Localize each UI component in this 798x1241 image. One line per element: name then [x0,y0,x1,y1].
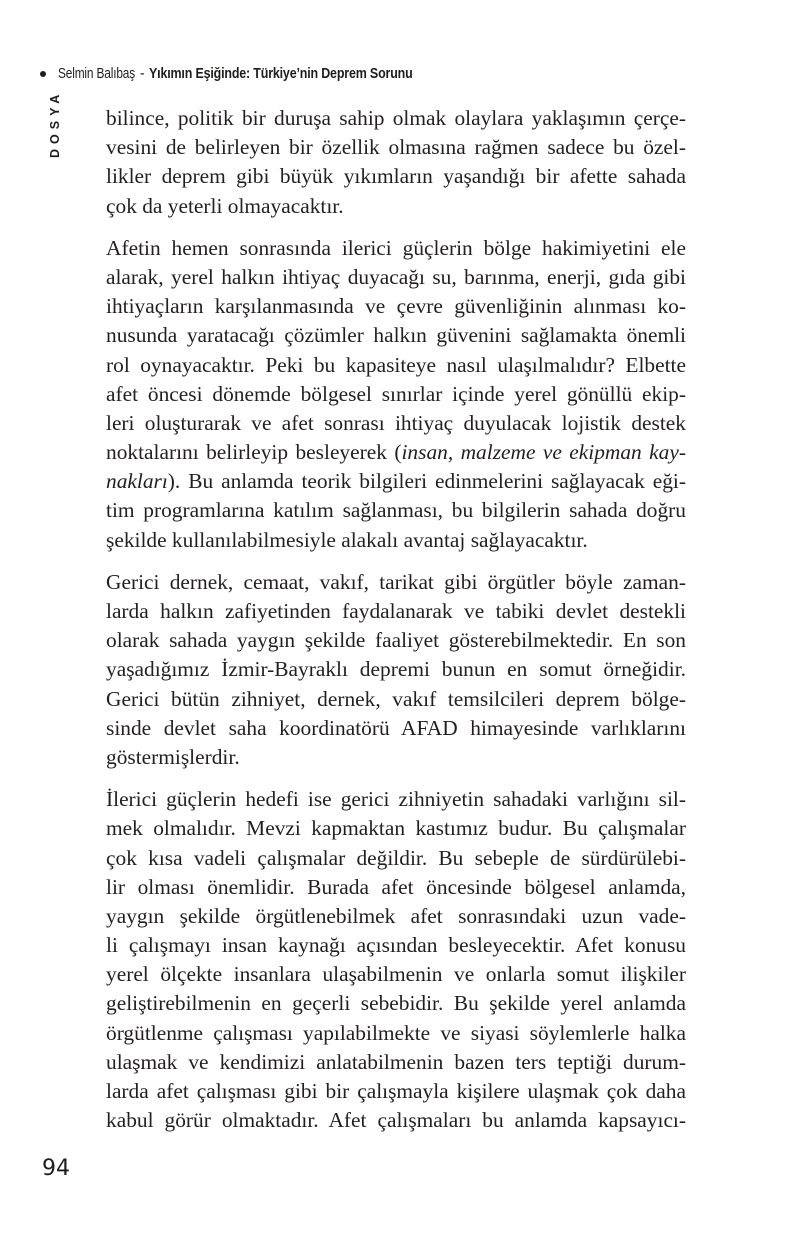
text-line: göstermişlerdir. [106,744,240,769]
italic-text: insan, malzeme ve ekipman kay- [401,440,686,465]
text-line: ihtiyaçların karşılanmasında ve çevre güvenliğinin alınması ko- [106,294,686,319]
text-line: geliştirebilmenin en geçerli sebebidir. Bu şekilde yerel anlamda [106,991,686,1016]
section-label: DOSYA [48,89,62,158]
text-line: larda halkın zafiyetinden faydalanarak ve tabiki devlet destekli [106,599,686,623]
text-line: bilince, politik bir duruşa sahip olmak olaylara yaklaşımın çerçe- [106,106,686,130]
text-line: vesini de belirleyen bir özellik olmasına rağmen sadece bu özel- [106,135,686,160]
text-line: mek olmalıdır. Mevzi kapmaktan kastımız budur. Bu çalışmalar [106,816,686,841]
article-title: Yıkımın Eşiğinde: Türkiye’nin Deprem Sorunu [148,66,413,82]
italic-text: nakları [106,469,168,494]
text-line: likler deprem gibi büyük yıkımların yaşandığı bir afette sahada [106,164,686,189]
text-line: rol oynayacaktır. Peki bu kapasiteye nasıl ulaşılmalıdır? Elbette [106,352,686,377]
text-line: yerel ölçekte insanlara ulaşabilmenin ve onlarla somut ilişkiler [106,962,686,987]
head-separator: - [139,66,145,82]
text-line: ulaşmak ve kendimizi anlatabilmenin bazen ters teptiği durum- [106,1049,686,1074]
paragraph-2 [106,234,686,555]
line-text: ). Bu anlamda teorik bilgileri edinmelerini sağlayacak eği- [167,469,686,494]
text-line: tim programlarına katılım sağlanması, bu bilgilerin sahada doğru [106,498,686,523]
text-line: sinde devlet saha koordinatörü AFAD himayesinde varlıklarını [106,715,686,740]
text-line: kabul görür olmaktadır. Afet çalışmaları bu anlamda kapsayıcı- [106,1108,686,1133]
running-head [40,63,455,85]
paragraph-3 [106,568,686,772]
paragraph-1 [106,104,686,221]
article-body [106,104,686,1148]
text-line: afet öncesi dönemde bölgesel sınırlar içinde yerel gönüllü ekip- [106,381,686,406]
text-line: yaygın şekilde örgütlenebilmek afet sonrasındaki uzun vade- [106,903,686,928]
text-line: alarak, yerel halkın ihtiyaç duyacağı su, barınma, enerji, gıda gibi [106,264,686,289]
text-line: örgütlenme çalışması yapılabilmekte ve siyasi söylemlerle halka [106,1020,686,1045]
author-name: Selmin Balıbaş [58,66,136,82]
text-line: çok da yeterli olmayacaktır. [106,193,344,218]
text-line: olarak sahada yaygın şekilde faaliyet gösterebilmektedir. En son [106,628,686,653]
text-line: li çalışmayı insan kaynağı açısından besleyecektir. Afet konusu [106,933,686,958]
text-line: nusunda yaratacağı çözümler halkın güvenini sağlamakta önemli [106,323,686,348]
page-number: 94 [42,1156,70,1181]
text-line: Gerici dernek, cemaat, vakıf, tarikat gibi örgütler böyle zaman- [106,569,686,594]
text-line: şekilde kullanılabilmesiyle alakalı avantaj sağlayacaktır. [106,527,588,552]
text-line: larda afet çalışması gibi bir çalışmayla kişilere ulaşmak çok daha [106,1079,686,1103]
line-text: noktalarını belirleyip besleyerek ( [106,440,402,465]
text-line: yaşadığımız İzmir-Bayraklı depremi bunun en somut örneğidir. [106,657,686,682]
text-line [106,467,686,496]
text-line: leri oluşturarak ve afet sonrası ihtiyaç duyulacak lojistik destek [106,410,686,435]
text-line: İlerici güçlerin hedefi ise gerici zihniyetin sahadaki varlığını sil- [106,787,686,812]
text-line: lir olması önemlidir. Burada afet öncesinde bölgesel anlamda, [106,874,686,899]
text-line [106,438,686,467]
text-line: çok kısa vadeli çalışmalar değildir. Bu sebeple de sürdürülebi- [106,845,686,870]
text-line: Afetin hemen sonrasında ilerici güçlerin bölge hakimiyetini ele [106,235,686,260]
text-line: Gerici bütün zihniyet, dernek, vakıf temsilcileri deprem bölge- [106,686,686,711]
bullet-icon [40,71,46,77]
paragraph-4 [106,785,686,1135]
